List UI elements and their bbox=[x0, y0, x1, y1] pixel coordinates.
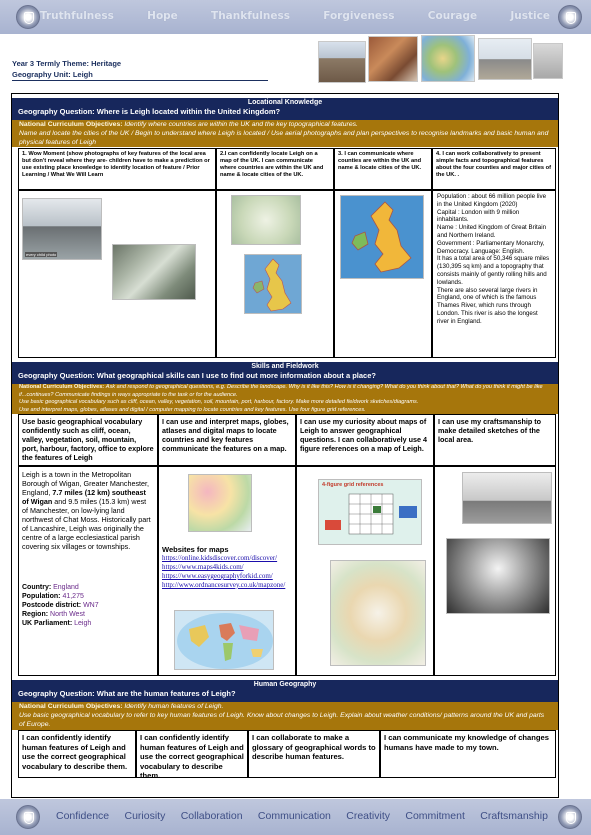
human-cell-4: I can communicate my knowledge of changes humans have made to my town. bbox=[380, 730, 556, 778]
leigh-facts bbox=[22, 583, 154, 628]
value-word: Justice bbox=[510, 10, 550, 22]
termly-theme: Year 3 Termly Theme: Heritage bbox=[12, 59, 122, 68]
lesson-cell-3: 3. I can communicate where counties are within the UK and name & locate cities of the UK. bbox=[334, 148, 432, 190]
globe-map-icon bbox=[175, 611, 275, 671]
school-crest-icon bbox=[558, 5, 582, 29]
value-word: Forgiveness bbox=[323, 10, 395, 22]
nco-text: Ask and respond to geographical questions, e.g. Describe the landscape. Why is it like this? How is it changing? What do you think about that? What do you think it might be like if...continues? Communicate findings in ways appropriate to the task or for the audience. bbox=[19, 384, 543, 398]
section-title: Human Geography bbox=[253, 681, 317, 688]
value-word: Craftsmanship bbox=[480, 810, 548, 822]
value-word: Thankfulness bbox=[211, 10, 290, 22]
uk-fact: Capital : London with 9 million inhabitants. bbox=[437, 208, 520, 224]
section-header-skills bbox=[12, 362, 558, 384]
value-word: Creativity bbox=[346, 810, 390, 822]
geography-question: Geography Question: What are the human features of Leigh? bbox=[18, 689, 236, 698]
uk-fact: There are also several large rivers in England, one of which is the famous Thames River, which runs through London. This river is also the longest river in England. bbox=[437, 286, 538, 325]
britain-map-icon bbox=[341, 196, 425, 280]
leigh-description bbox=[22, 470, 154, 551]
website-link[interactable]: https://www.maps4kids.com/ bbox=[162, 563, 244, 571]
building-photo bbox=[533, 43, 563, 79]
nco-text-2: Name and locate the cities of the UK / Begin to understand where Leigh is located / Use aerial photographs and plan perspectives to recognise landmarks and basic human and physical features of Leigh bbox=[19, 130, 549, 146]
document-heading bbox=[12, 58, 121, 80]
mill-photo bbox=[462, 472, 552, 524]
values-row-top bbox=[40, 10, 550, 22]
uk-fact: It has a total area of 50,346 square miles bbox=[437, 255, 550, 263]
skills-cell-2: I can use and interpret maps, globes, atlases and digital maps to locate countries and key features communicate the features on a map. bbox=[158, 414, 296, 466]
school-crest-icon bbox=[558, 805, 582, 829]
value-word: Communication bbox=[257, 810, 331, 822]
section-title: Skills and Fieldwork bbox=[251, 363, 319, 370]
top-banner bbox=[0, 0, 591, 34]
bottom-banner bbox=[0, 799, 591, 835]
fact-country: Country: England bbox=[22, 584, 79, 591]
nco-label: National Curriculum Objectives: bbox=[19, 384, 105, 390]
curriculum-objectives bbox=[12, 702, 558, 730]
value-word: Truthfulness bbox=[40, 10, 114, 22]
world-map bbox=[174, 610, 274, 670]
counties-map bbox=[340, 195, 424, 279]
uk-fact: Population : about 66 million people live in the United Kingdom (2020) bbox=[437, 193, 547, 208]
church-photo bbox=[318, 41, 366, 83]
website-link[interactable]: http://www.ordnancesurvey.co.uk/mapzone/ bbox=[162, 581, 286, 589]
value-word: Confidence bbox=[56, 810, 110, 822]
value-word: Courage bbox=[427, 10, 478, 22]
aerial-photo bbox=[112, 244, 196, 300]
value-word: Hope bbox=[147, 10, 178, 22]
leigh-distance: 7.7 miles (12 km) southeast of Wigan bbox=[22, 488, 146, 506]
section-header-locational bbox=[12, 98, 558, 120]
skills-cell-1: Use basic geographical vocabulary confidently such as cliff, ocean, valley, vegetation, soil, mountain, port, harbour, factory, office to explore the features of Leigh bbox=[18, 414, 158, 466]
lesson-cell-2: 2.I can confidently locate Leigh on a map of the UK. I can communicate where countries are within the UK and name & locate cities of the UK. bbox=[216, 148, 334, 190]
website-link[interactable]: https://www.easygeographyforkid.com/ bbox=[162, 572, 273, 580]
fact-region: Region: North West bbox=[22, 611, 85, 618]
fact-parliament: UK Parliament: Leigh bbox=[22, 620, 92, 627]
uk-fact: Name : United Kingdom of Great Britain and Northern Ireland. bbox=[437, 224, 547, 239]
uk-facts-text bbox=[437, 193, 551, 326]
uk-facts-cell bbox=[432, 190, 556, 358]
local-area-map bbox=[188, 474, 252, 532]
uk-fact: Democracy. Language: English. bbox=[437, 247, 525, 255]
school-crest-icon bbox=[16, 5, 40, 29]
geography-question: Geography Question: What geographical skills can I use to find out more information about a place? bbox=[18, 371, 376, 380]
town-hall-photo bbox=[368, 36, 418, 82]
skills-cell-4: I can use my craftsmanship to make detailed sketches of the local area. bbox=[434, 414, 556, 466]
website-link[interactable]: https://online.kidsdiscover.com/discover/ bbox=[162, 554, 278, 562]
uk-fact: (130,395 sq km) and a topography that consists mainly of gently rolling hills and lowlands. bbox=[437, 263, 547, 286]
map-photo bbox=[421, 35, 475, 82]
fact-population: Population: 41,275 bbox=[22, 593, 84, 600]
school-crest-icon bbox=[16, 805, 40, 829]
leigh-info-cell bbox=[18, 466, 158, 676]
skills-cell-3: I can use my curiosity about maps of Leigh to answer geographical questions. I can collaboratively use 4 figure references on a map of Leigh. bbox=[296, 414, 434, 466]
uk-political-map bbox=[244, 254, 302, 314]
fact-postcode: Postcode district: WN7 bbox=[22, 602, 99, 609]
value-word: Curiosity bbox=[124, 810, 166, 822]
websites-title: Websites for maps bbox=[162, 545, 229, 554]
photo-caption: every child photo bbox=[26, 252, 57, 257]
nco-text: Identify where countries are within the UK and the key topographical features. bbox=[124, 121, 358, 128]
lesson-cell-1: 1. Wow Moment (show photographs of key features of the local area but don't reveal where they are- children have to make a prediction or use existing place knowledge to identify location of feature / Prior Learning / What We Will Learn bbox=[18, 148, 216, 190]
human-cell-1: I can confidently identify human features of Leigh and use the correct geographical vocabulary to describe them. bbox=[18, 730, 136, 778]
geography-unit: Geography Unit: Leigh bbox=[12, 70, 93, 79]
curriculum-objectives bbox=[12, 384, 558, 414]
value-word: Commitment bbox=[405, 810, 465, 822]
grid-title: 4-figure grid references bbox=[322, 482, 384, 488]
websites-list bbox=[162, 545, 294, 590]
values-row-bottom bbox=[56, 810, 548, 822]
nco-label: National Curriculum Objectives: bbox=[19, 121, 123, 128]
tree-photo bbox=[446, 538, 550, 614]
flooded-street-photo bbox=[22, 198, 102, 260]
heading-divider bbox=[12, 80, 268, 81]
grid-icon bbox=[319, 480, 423, 546]
nco-label: National Curriculum Objectives: bbox=[19, 703, 123, 710]
nco-text-2: Use basic geographical vocabulary to refer to key human features of Leigh. Know about changes to Leigh. Explain about weather conditions/ patterns around the UK and parts of Europe. bbox=[19, 712, 545, 728]
uk-outline-icon bbox=[245, 255, 303, 315]
geography-question: Geography Question: Where is Leigh located within the United Kingdom? bbox=[18, 107, 281, 116]
human-cell-2: I can confidently identify human features of Leigh and use the correct geographical vocabulary to describe them. bbox=[136, 730, 248, 778]
uk-fact: Government : Parliamentary Monarchy, bbox=[437, 239, 545, 247]
leigh-para-1: Leigh is a town in the Metropolitan Borough of Wigan, Greater Manchester, England, bbox=[22, 470, 150, 497]
nco-text: Identify human features of Leigh. bbox=[124, 703, 224, 710]
section-title: Locational Knowledge bbox=[247, 99, 323, 106]
section-header-human bbox=[12, 680, 558, 702]
human-cell-3: I can collaborate to make a glossary of geographical words to describe human features. bbox=[248, 730, 380, 778]
nco-text-3: Use and interpret maps, globes, atlases and digital / computer mapping to locate countries and key features. Use four figure grid references. bbox=[19, 406, 366, 413]
street-photo bbox=[478, 38, 532, 80]
value-word: Collaboration bbox=[180, 810, 243, 822]
nco-text-2: Use basic geographical vocabulary such as cliff, ocean, valley, vegetation, soil, mountain, port, harbour, factory. Make more detailed fieldwork sketches/diagrams. bbox=[19, 399, 419, 405]
curriculum-objectives bbox=[12, 120, 558, 147]
lesson-cell-4: 4. I can work collaboratively to present simple facts and topographical features about the four counties and major cities of the UK. . bbox=[432, 148, 556, 190]
leigh-street-map bbox=[330, 560, 426, 666]
curriculum-sheet bbox=[11, 93, 559, 798]
leigh-para-2: and 9.5 miles (15.3 km) west of Manchester, on low-lying land northwest of Chat Moss. Historically part of Lancashire, Leigh was originally the centre of a large ecclesiastical parish covering six villages or townships. bbox=[22, 497, 151, 551]
uk-road-map bbox=[231, 195, 301, 245]
grid-references-diagram bbox=[318, 479, 422, 545]
